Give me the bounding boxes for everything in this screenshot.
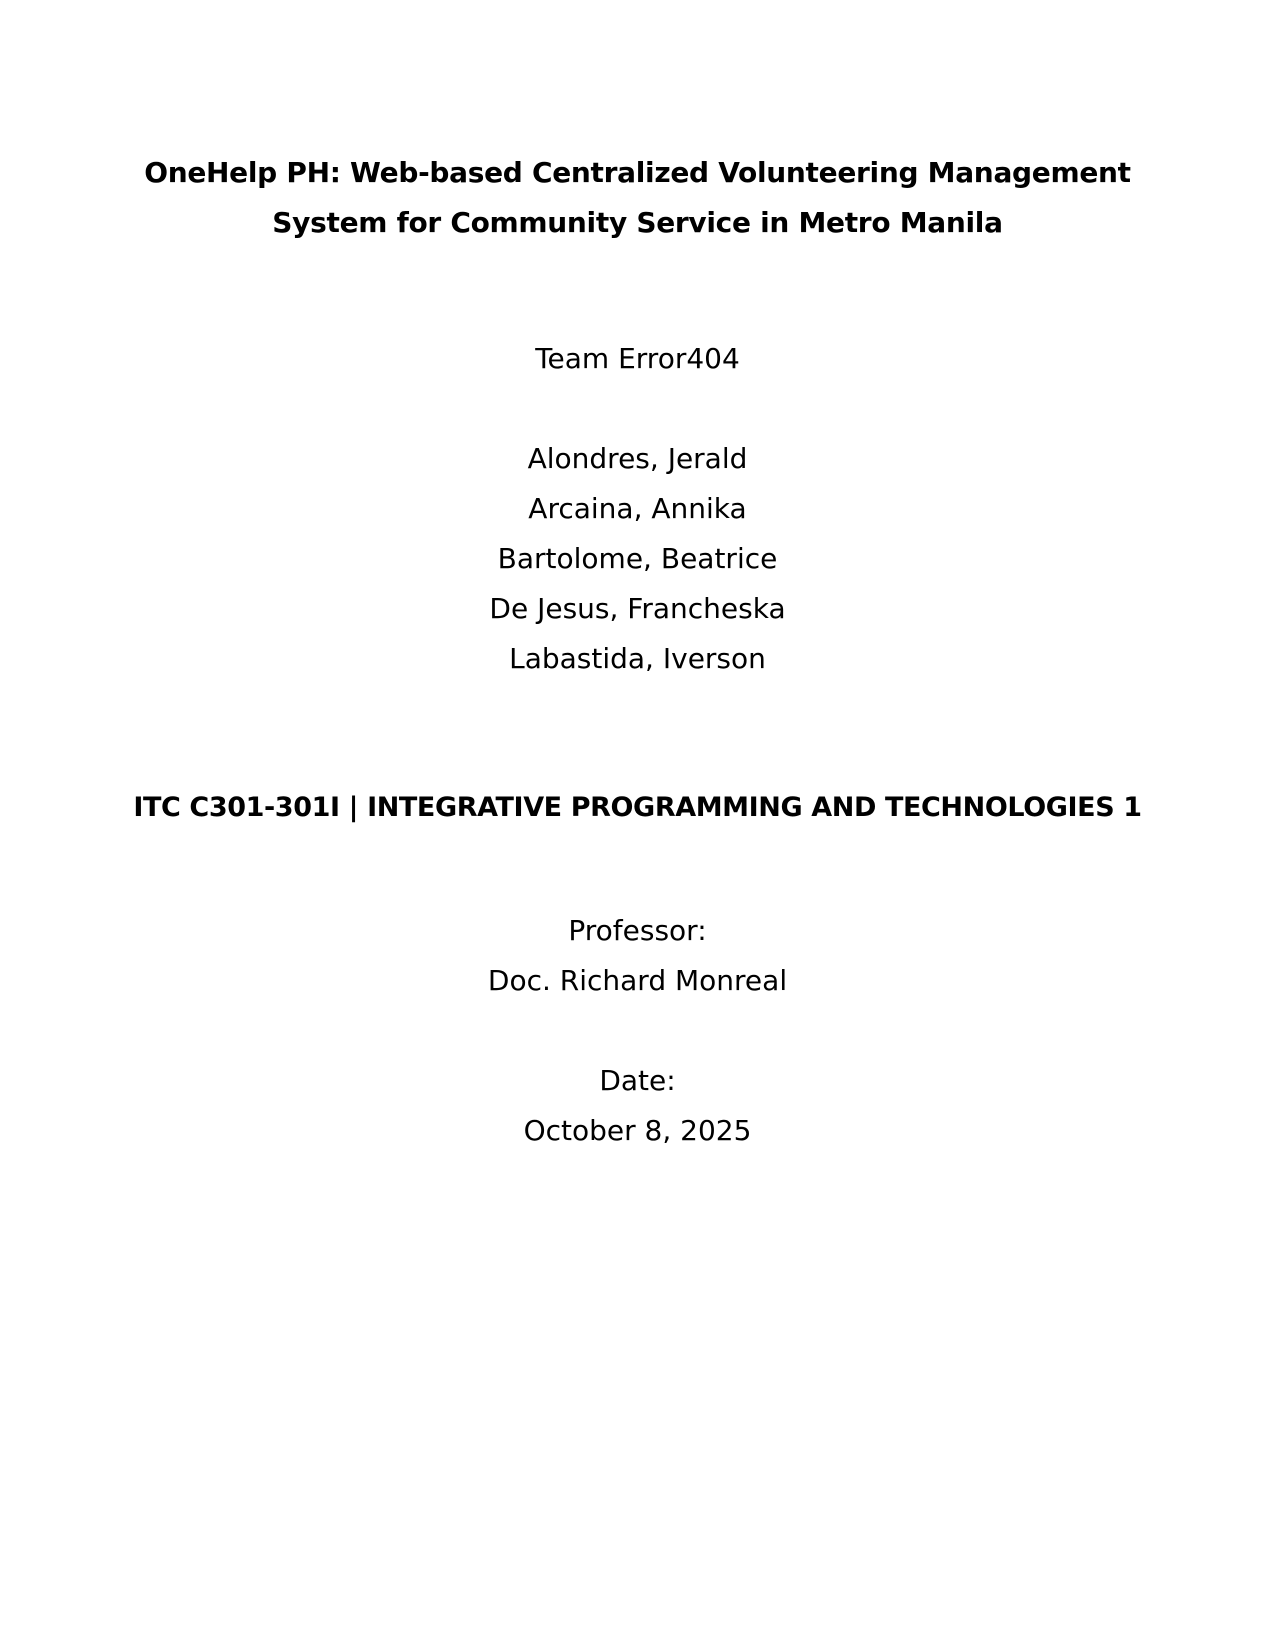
date-value: October 8, 2025: [523, 1114, 752, 1147]
course-heading: ITC C301-301I | INTEGRATIVE PROGRAMMING AND TECHNOLOGIES 1: [133, 792, 1142, 823]
member-list: [0, 434, 1275, 684]
team-name: Team Error404: [535, 342, 740, 375]
title-line-2: System for Community Service in Metro Manila: [272, 206, 1003, 239]
date-label: Date:: [599, 1064, 676, 1097]
professor-name: Doc. Richard Monreal: [487, 964, 788, 997]
member-name: Bartolome, Beatrice: [497, 542, 778, 575]
professor-block: [0, 906, 1275, 1006]
title-line-1: OneHelp PH: Web-based Centralized Volunteering Management: [144, 156, 1131, 189]
member-name: Labastida, Iverson: [509, 642, 766, 675]
member-name: Alondres, Jerald: [527, 442, 748, 475]
page-title: [130, 148, 1145, 248]
member-name: Arcaina, Annika: [528, 492, 747, 525]
member-name: De Jesus, Francheska: [489, 592, 786, 625]
date-block: [0, 1056, 1275, 1156]
professor-label: Professor:: [568, 914, 707, 947]
